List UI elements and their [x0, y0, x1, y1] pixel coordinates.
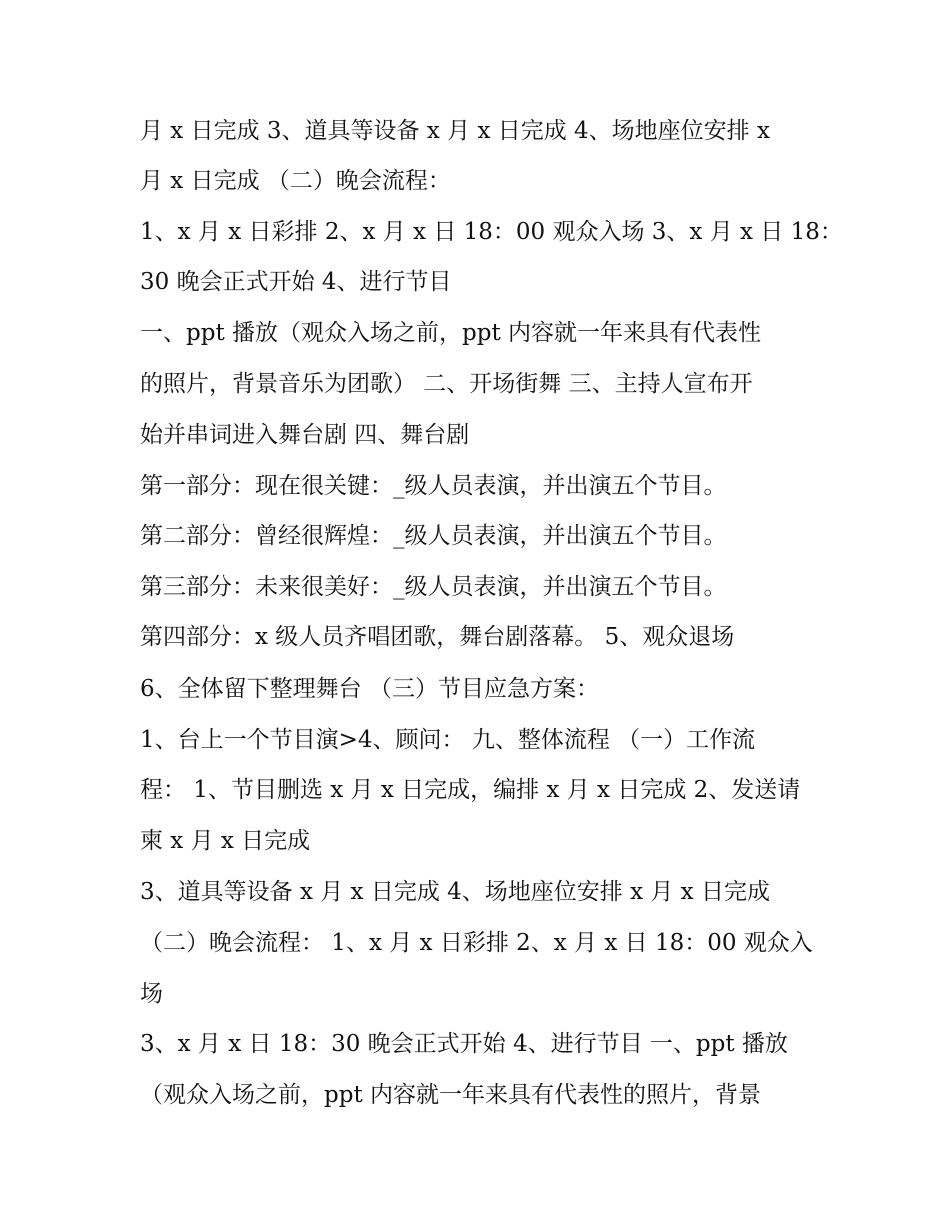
text-line-10: 第三部分：未来很美好：_级人员表演，并出演五个节目。: [140, 574, 727, 600]
text-line-15: 柬 x 月 x 日完成: [140, 828, 311, 854]
text-line-6: 的照片，背景音乐为团歌） 二、开场街舞 三、主持人宣布开: [140, 371, 753, 397]
text-line-4: 30 晚会正式开始 4、进行节目: [140, 269, 452, 295]
text-line-2: 月 x 日完成 （二）晚会流程：: [140, 168, 451, 194]
text-line-12: 6、全体留下整理舞台 （三）节目应急方案：: [140, 676, 599, 702]
text-line-9: 第二部分：曾经很辉煌：_级人员表演，并出演五个节目。: [140, 523, 727, 549]
text-line-1: 月 x 日完成 3、道具等设备 x 月 x 日完成 4、场地座位安排 x: [140, 118, 770, 144]
text-line-17: （二）晚会流程： 1、x 月 x 日彩排 2、x 月 x 日 18：00 观众入: [140, 930, 813, 956]
text-line-13: 1、台上一个节目演>4、顾问： 九、整体流程 （一）工作流: [140, 727, 756, 753]
text-line-7: 始并串词进入舞台剧 四、舞台剧: [140, 422, 470, 448]
text-line-18: 场: [140, 981, 163, 1007]
text-line-14: 程： 1、节目删选 x 月 x 日完成，编排 x 月 x 日完成 2、发送请: [140, 777, 801, 803]
text-line-11: 第四部分：x 级人员齐唱团歌，舞台剧落幕。 5、观众退场: [140, 624, 735, 650]
text-line-16: 3、道具等设备 x 月 x 日完成 4、场地座位安排 x 月 x 日完成: [140, 879, 770, 905]
text-line-8: 第一部分：现在很关键：_级人员表演，并出演五个节目。: [140, 473, 727, 499]
text-line-20: （观众入场之前，ppt 内容就一年来具有代表性的照片，背景: [140, 1082, 761, 1108]
text-line-19: 3、x 月 x 日 18：30 晚会正式开始 4、进行节目 一、ppt 播放: [140, 1031, 788, 1057]
text-line-3: 1、x 月 x 日彩排 2、x 月 x 日 18：00 观众入场 3、x 月 x 日 18：: [140, 219, 843, 245]
text-line-5: 一、ppt 播放（观众入场之前，ppt 内容就一年来具有代表性: [140, 320, 761, 346]
